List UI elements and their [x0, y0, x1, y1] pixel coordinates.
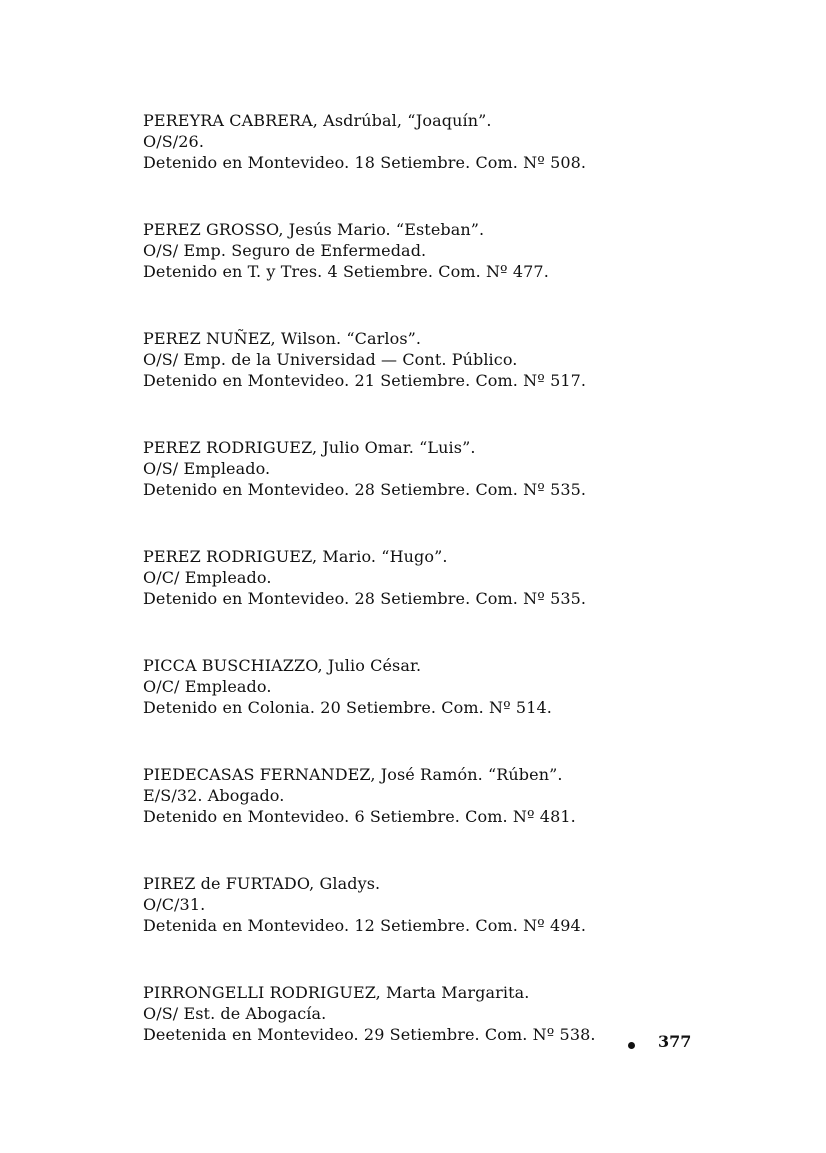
- entry-detention: Detenido en Montevideo. 28 Setiembre. Com. Nº 535.: [143, 480, 587, 499]
- entry-detention: Deetenida en Montevideo. 29 Setiembre. Com. Nº 538.: [143, 1025, 596, 1044]
- entry-detention: Detenido en Montevideo. 6 Setiembre. Com. Nº 481.: [143, 807, 576, 826]
- entry-detail: O/S/ Empleado.: [143, 459, 271, 478]
- entry-name: PEREZ GROSSO, Jesús Mario. “Esteban”.: [143, 220, 485, 239]
- entry-detail: O/S/ Emp. de la Universidad — Cont. Público.: [143, 350, 518, 369]
- entry-name: PEREZ RODRIGUEZ, Mario. “Hugo”.: [143, 547, 448, 566]
- entry-detail: O/C/ Empleado.: [143, 677, 272, 696]
- entry-detention: Detenido en Montevideo. 28 Setiembre. Com. Nº 535.: [143, 589, 587, 608]
- entry-name: PIRRONGELLI RODRIGUEZ, Marta Margarita.: [143, 983, 530, 1002]
- entry-name: PICCA BUSCHIAZZO, Julio César.: [143, 656, 422, 675]
- list-item: [143, 110, 743, 173]
- list-item: [143, 328, 743, 391]
- list-item: [143, 655, 743, 718]
- bullet-icon: [628, 1042, 635, 1049]
- entry-detail: O/S/26.: [143, 132, 205, 151]
- entry-detention: Detenido en Montevideo. 21 Setiembre. Com. Nº 517.: [143, 371, 587, 390]
- entry-name: PIEDECASAS FERNANDEZ, José Ramón. “Rúben”.: [143, 765, 563, 784]
- list-item: [143, 219, 743, 282]
- entry-detention: Detenido en Montevideo. 18 Setiembre. Com. Nº 508.: [143, 153, 587, 172]
- entry-detention: Detenido en T. y Tres. 4 Setiembre. Com. Nº 477.: [143, 262, 549, 281]
- entry-name: PEREYRA CABRERA, Asdrúbal, “Joaquín”.: [143, 111, 492, 130]
- entry-detail: O/S/ Est. de Abogacía.: [143, 1004, 327, 1023]
- entry-detail: E/S/32. Abogado.: [143, 786, 285, 805]
- entry-detail: O/C/31.: [143, 895, 206, 914]
- page-number: 377: [658, 1032, 692, 1051]
- page-footer: [620, 1032, 720, 1056]
- list-item: [143, 546, 743, 609]
- entry-detention: Detenida en Montevideo. 12 Setiembre. Com. Nº 494.: [143, 916, 586, 935]
- entry-list: [143, 110, 743, 1091]
- entry-detention: Detenido en Colonia. 20 Setiembre. Com. Nº 514.: [143, 698, 552, 717]
- list-item: [143, 873, 743, 936]
- entry-detail: O/C/ Empleado.: [143, 568, 272, 587]
- entry-name: PEREZ RODRIGUEZ, Julio Omar. “Luis”.: [143, 438, 476, 457]
- entry-name: PEREZ NUÑEZ, Wilson. “Carlos”.: [143, 329, 422, 348]
- list-item: [143, 437, 743, 500]
- entry-detail: O/S/ Emp. Seguro de Enfermedad.: [143, 241, 427, 260]
- list-item: [143, 764, 743, 827]
- entry-name: PIREZ de FURTADO, Gladys.: [143, 874, 381, 893]
